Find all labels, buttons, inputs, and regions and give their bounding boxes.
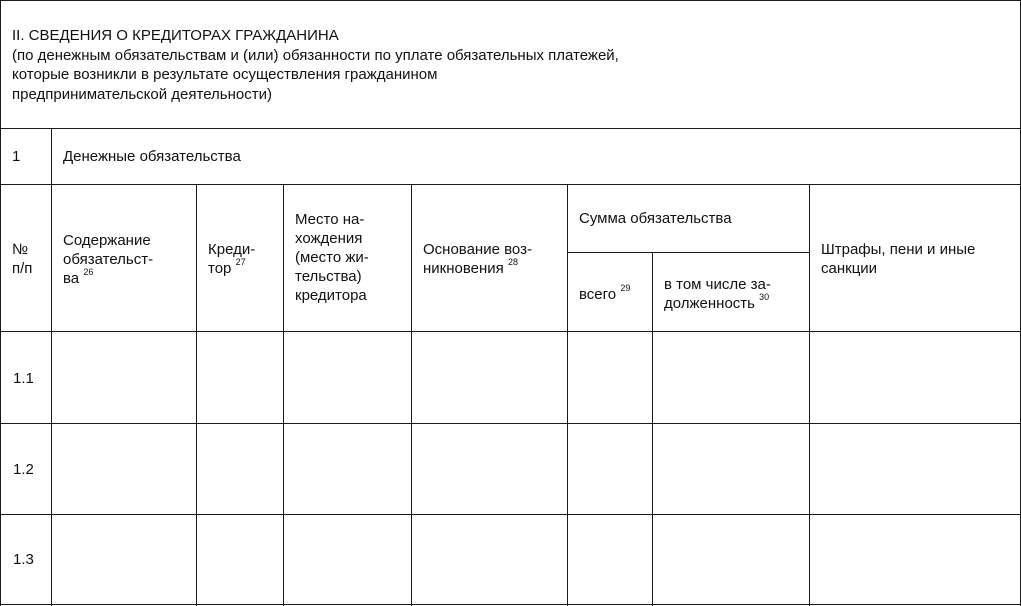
footnote-29: 29 xyxy=(620,283,631,293)
header-amount-debt-line-1: в том числе за- xyxy=(664,276,771,293)
col-divider-basis xyxy=(567,184,568,606)
footnote-26: 26 xyxy=(83,267,94,277)
section-subtitle-line-1: (по денежным обязательствам и (или) обязанности по уплате обязательных платежей, xyxy=(12,46,619,64)
col-divider-num xyxy=(51,128,52,606)
header-creditor xyxy=(208,240,255,278)
header-amount-debt-line-2: долженность xyxy=(664,295,755,312)
row-number-1: 1.1 xyxy=(13,370,34,387)
row-number-2: 1.2 xyxy=(13,461,34,478)
section-subtitle-line-3: предпринимательской деятельности) xyxy=(12,85,272,103)
header-creditor-line-2: тор xyxy=(208,260,232,277)
header-location-line-2: хождения xyxy=(295,230,363,247)
header-location-line-5: кредитора xyxy=(295,287,367,304)
header-content-line-2: обязательст- xyxy=(63,251,154,268)
col-divider-debt xyxy=(809,184,810,606)
header-creditor-line-1: Креди- xyxy=(208,241,256,258)
header-amount-debt xyxy=(664,275,771,313)
footnote-30: 30 xyxy=(759,292,770,302)
header-location-line-1: Место на- xyxy=(295,211,365,228)
header-penalties-line-2: санкции xyxy=(821,260,878,277)
col-divider-content xyxy=(196,184,197,606)
group-number: 1 xyxy=(12,148,21,165)
rule-under-row-1 xyxy=(0,423,1021,424)
col-divider-creditor xyxy=(283,184,284,606)
frame-bottom-edge xyxy=(0,604,1021,605)
header-basis-line-1: Основание воз- xyxy=(423,241,532,258)
header-basis xyxy=(423,240,532,278)
header-penalties xyxy=(821,240,975,278)
header-amount-total-label: всего xyxy=(579,286,617,303)
col-divider-location xyxy=(411,184,412,606)
header-content-line-1: Содержание xyxy=(63,232,151,249)
header-basis-line-2: никновения xyxy=(423,260,504,277)
rule-under-row-2 xyxy=(0,514,1021,515)
header-content xyxy=(63,231,153,288)
header-amount-total xyxy=(579,285,630,304)
rule-under-header xyxy=(0,331,1021,332)
group-label: Денежные обязательства xyxy=(63,148,241,165)
footnote-27: 27 xyxy=(235,257,246,267)
section-heading xyxy=(12,26,619,104)
section-title: II. СВЕДЕНИЯ О КРЕДИТОРАХ ГРАЖДАНИНА xyxy=(12,27,339,44)
rule-under-group xyxy=(0,184,1021,185)
header-penalties-line-1: Штрафы, пени и иные xyxy=(821,241,976,258)
col-divider-total xyxy=(652,252,653,606)
rule-amount-split xyxy=(567,252,809,253)
section-subtitle-line-2: которые возникли в результате осуществления гражданином xyxy=(12,66,438,83)
header-num xyxy=(12,240,32,278)
row-number-3: 1.3 xyxy=(13,551,34,568)
rule-under-heading xyxy=(0,128,1021,129)
header-num-line-2: п/п xyxy=(12,260,33,277)
header-location-line-4: тельства) xyxy=(295,268,362,285)
header-num-line-1: № xyxy=(12,241,29,258)
header-location xyxy=(295,210,369,305)
header-location-line-3: (место жи- xyxy=(295,249,369,266)
header-amount: Сумма обязательства xyxy=(579,210,732,227)
footnote-28: 28 xyxy=(507,257,518,267)
header-content-line-3: ва xyxy=(63,270,80,287)
